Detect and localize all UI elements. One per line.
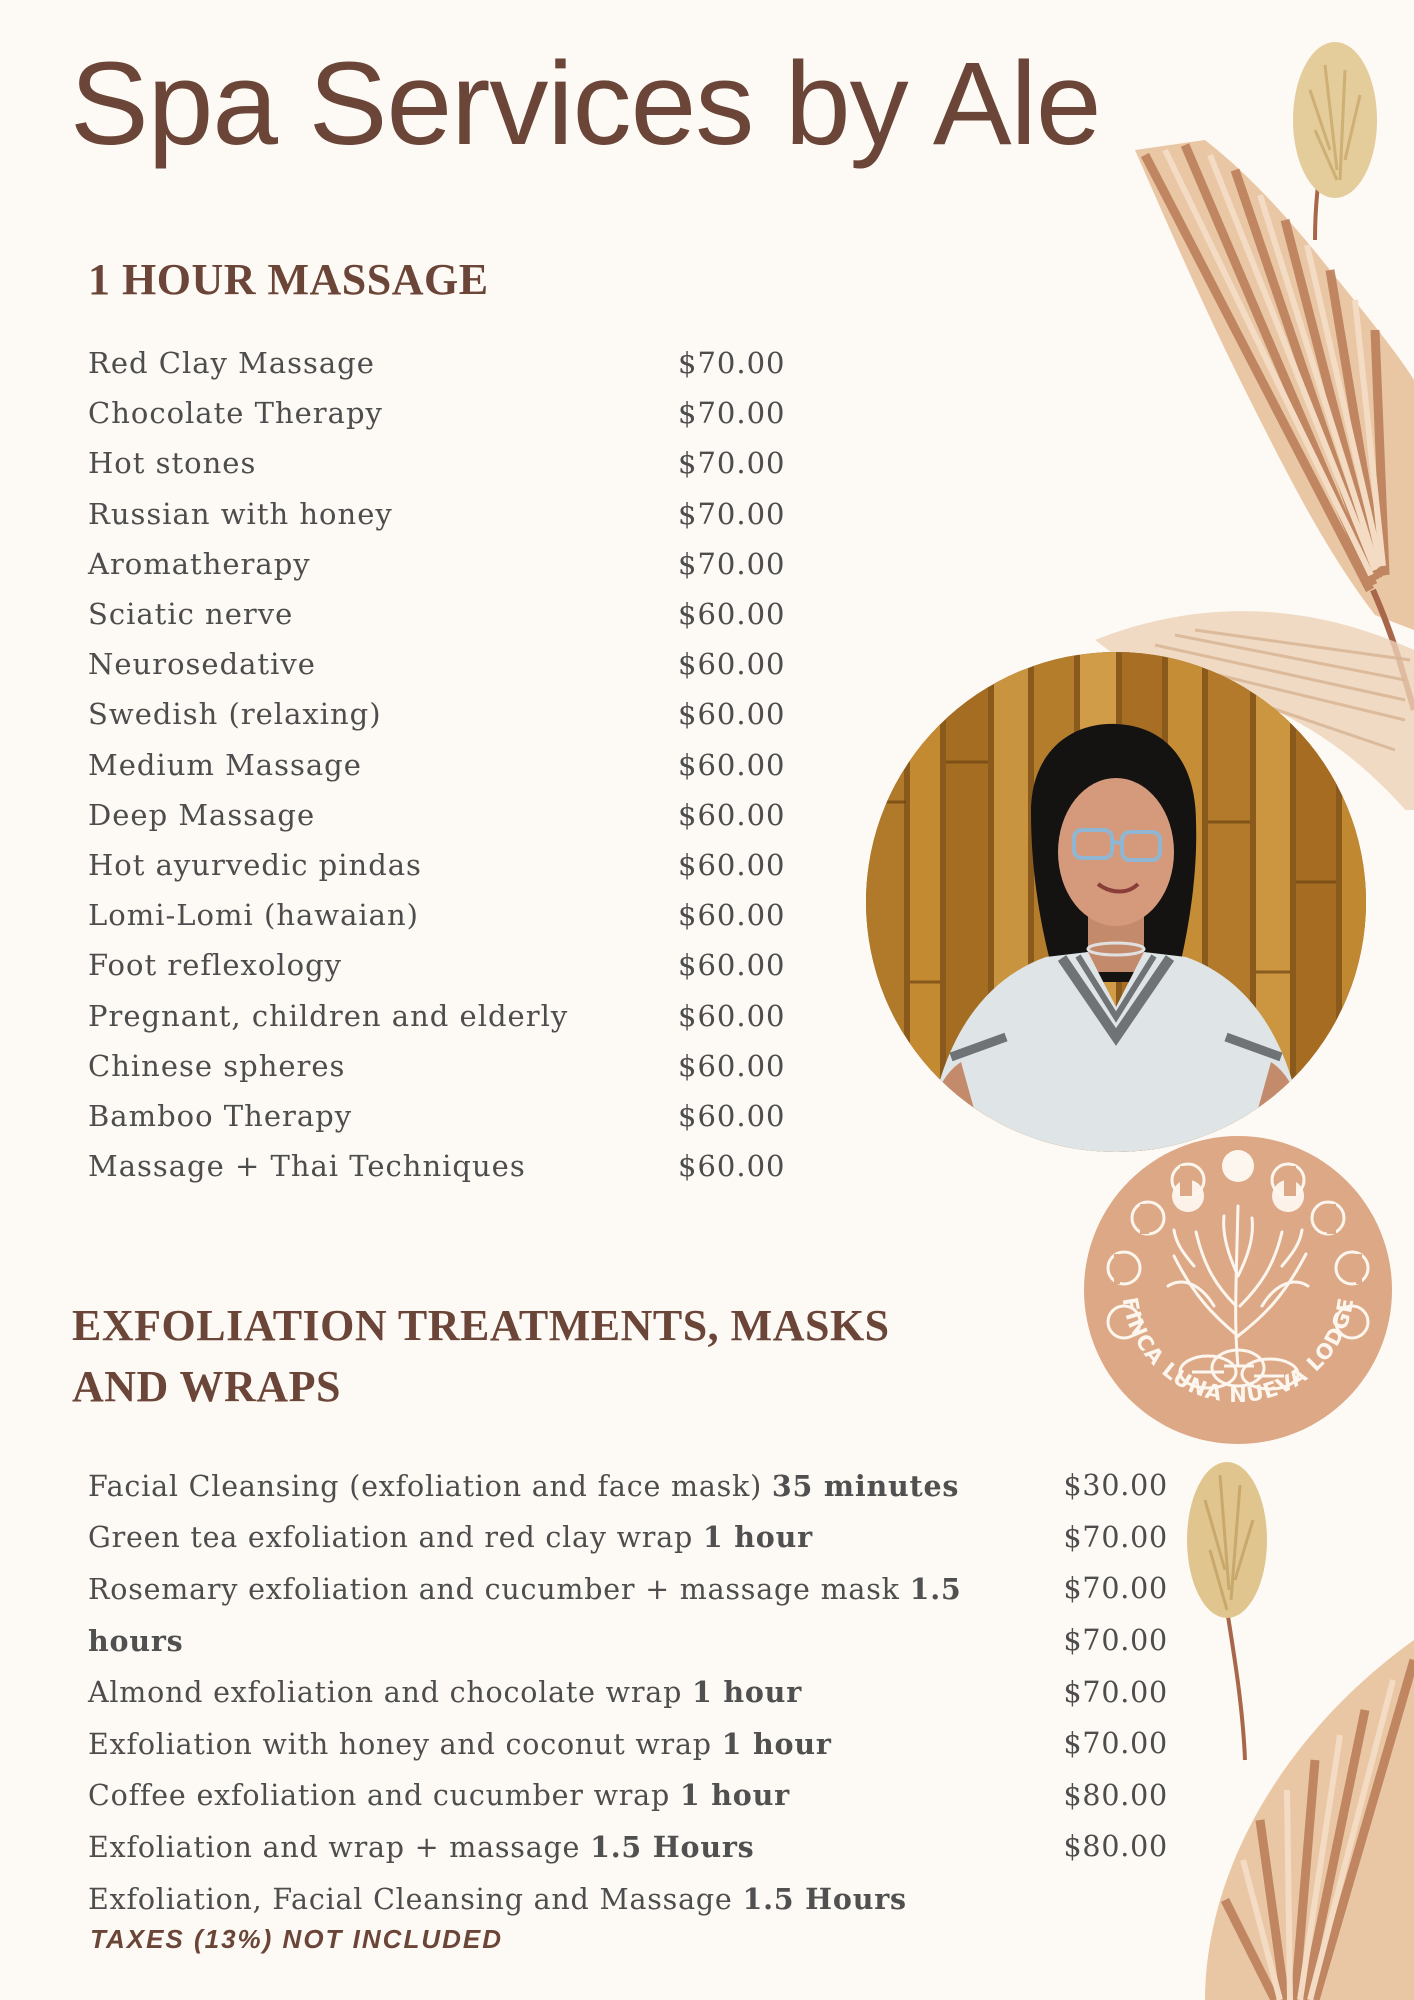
service-name: Foot reflexology [88,948,343,983]
treatment-name: Coffee exfoliation and cucumber wrap [88,1779,671,1813]
service-price: $60.00 [678,697,786,732]
list-item [88,790,788,840]
treatment-price: $70.00 [1063,1624,1168,1658]
service-name: Red Clay Massage [88,346,375,381]
list-item [88,639,788,689]
treatment-price: $80.00 [1063,1830,1168,1864]
treatment-duration: 1 hour [702,1520,813,1555]
list-item [88,890,788,940]
list-item [88,388,788,438]
treatment-duration: 1.5 [909,1571,962,1606]
service-price: $60.00 [678,1149,786,1184]
service-price: $60.00 [678,797,786,832]
service-name: Neurosedative [88,647,316,682]
list-item [88,1041,788,1091]
exfoliation-section-heading-line2: AND WRAPS [72,1362,341,1411]
logo-text: FINCA LUNA NUEVA LODGE [1117,1295,1359,1408]
massage-section-heading: 1 HOUR MASSAGE [88,255,489,304]
page-title: Spa Services by Ale [70,38,1101,170]
moon-phases-plant-icon [1084,1136,1392,1444]
service-name: Hot stones [88,446,257,481]
treatment-duration: hours [88,1623,184,1658]
treatment-price: $30.00 [1063,1469,1168,1503]
service-price: $70.00 [678,496,786,531]
service-name: Aromatherapy [88,546,311,581]
list-item [88,689,788,739]
list-item [88,1666,1168,1718]
list-item [88,840,788,890]
treatment-duration: 1 hour [721,1726,832,1761]
therapist-portrait-illustration [866,652,1366,1152]
service-name: Deep Massage [88,797,316,832]
service-price: $70.00 [678,396,786,431]
list-item [88,1615,1168,1667]
treatment-duration: 1.5 Hours [742,1881,907,1916]
exfoliation-price-list [88,1460,1168,1924]
treatment-price: $80.00 [1063,1778,1168,1812]
service-name: Sciatic nerve [88,597,294,632]
service-price: $70.00 [678,446,786,481]
list-item [88,539,788,589]
service-name: Hot ayurvedic pindas [88,847,422,882]
service-price: $60.00 [678,747,786,782]
service-name: Chocolate Therapy [88,396,383,431]
service-price: $60.00 [678,898,786,933]
list-item [88,1718,1168,1770]
list-item [88,1873,1168,1925]
treatment-name: Exfoliation with honey and coconut wrap [88,1727,712,1761]
treatment-price: $70.00 [1063,1572,1168,1606]
service-price: $60.00 [678,647,786,682]
treatment-duration: 1 hour [679,1778,790,1813]
treatment-name: Facial Cleansing (exfoliation and face mask) [88,1469,763,1503]
service-name: Bamboo Therapy [88,1098,353,1133]
treatment-name: Exfoliation, Facial Cleansing and Massage [88,1882,733,1916]
service-price: $60.00 [678,847,786,882]
massage-price-list [88,338,788,1191]
list-item [88,1563,1168,1615]
list-item [88,1770,1168,1822]
service-price: $60.00 [678,998,786,1033]
treatment-price: $70.00 [1063,1675,1168,1709]
treatment-name: Green tea exfoliation and red clay wrap [88,1521,694,1555]
list-item [88,1512,1168,1564]
list-item [88,338,788,388]
list-item [88,990,788,1040]
treatment-price: $70.00 [1063,1520,1168,1554]
exfoliation-section-heading-line1: EXFOLIATION TREATMENTS, MASKS [72,1301,890,1350]
treatment-name: Rosemary exfoliation and cucumber + massage mask [88,1572,900,1606]
therapist-photo [866,652,1366,1152]
service-price: $70.00 [678,346,786,381]
list-item [88,489,788,539]
service-name: Lomi-Lomi (hawaian) [88,898,419,933]
treatment-duration: 1 hour [692,1675,803,1710]
service-price: $60.00 [678,1048,786,1083]
list-item [88,1091,788,1141]
service-price: $60.00 [678,1098,786,1133]
treatment-price: $70.00 [1063,1727,1168,1761]
treatment-name: Almond exfoliation and chocolate wrap [88,1676,683,1710]
list-item [88,1141,788,1191]
taxes-note: TAXES (13%) NOT INCLUDED [90,1924,503,1954]
service-price: $60.00 [678,948,786,983]
list-item [88,438,788,488]
service-name: Medium Massage [88,747,362,782]
service-price: $70.00 [678,546,786,581]
finca-luna-nueva-lodge-logo [1084,1136,1392,1444]
dried-palm-leaf-decoration-bottom [1165,1460,1414,2000]
service-name: Chinese spheres [88,1048,346,1083]
list-item [88,1460,1168,1512]
service-name: Swedish (relaxing) [88,697,382,732]
list-item [88,940,788,990]
list-item [88,589,788,639]
service-name: Massage + Thai Techniques [88,1149,526,1184]
treatment-duration: 35 minutes [771,1468,960,1503]
service-name: Pregnant, children and elderly [88,998,569,1033]
service-price: $60.00 [678,597,786,632]
treatment-duration: 1.5 Hours [590,1829,755,1864]
treatment-name: Exfoliation and wrap + massage [88,1830,581,1864]
list-item [88,740,788,790]
service-name: Russian with honey [88,496,393,531]
list-item [88,1821,1168,1873]
